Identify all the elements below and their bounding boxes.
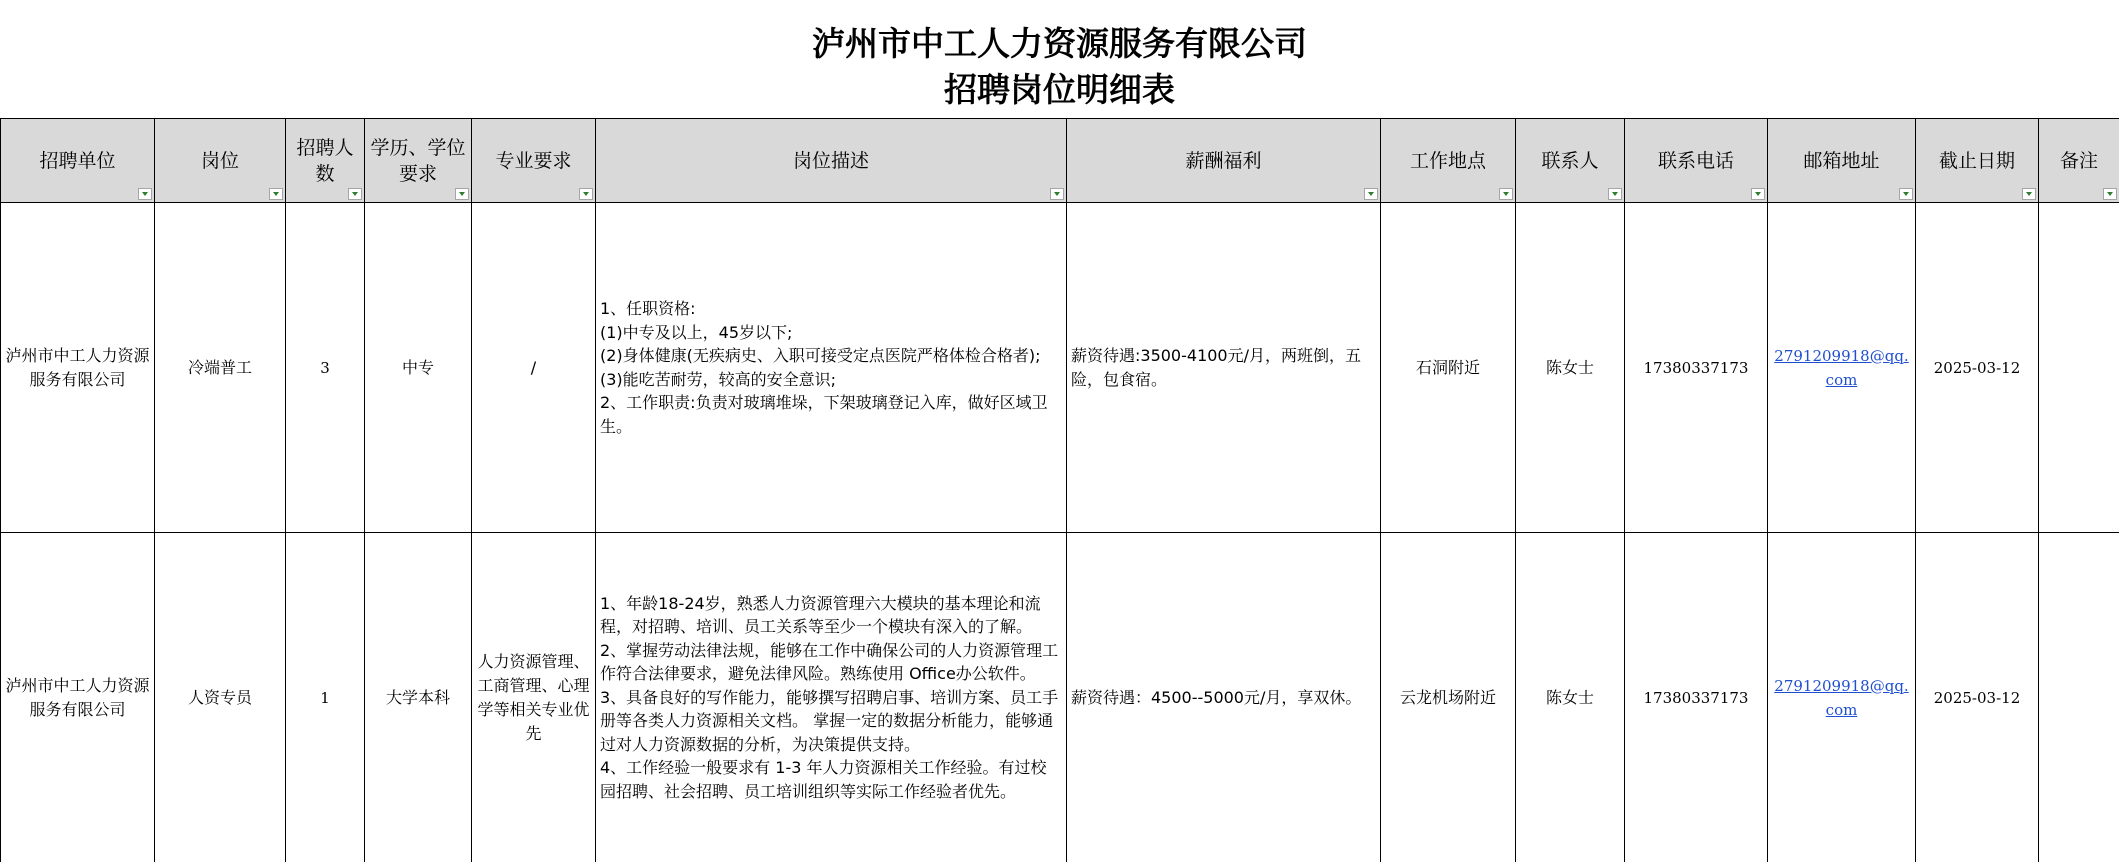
cell-email: [1768, 533, 1916, 862]
cell-unit: 泸州市中工人力资源服务有限公司: [1, 203, 155, 533]
header-salary: 薪酬福利: [1067, 119, 1381, 203]
cell-salary: 薪资待遇：4500--5000元/月，享双休。: [1067, 533, 1381, 862]
filter-dropdown-icon[interactable]: [269, 188, 283, 200]
email-link[interactable]: 2791209918@qq.com: [1774, 676, 1909, 719]
cell-education: 中专: [365, 203, 472, 533]
cell-remark: [2039, 203, 2119, 533]
table-title: 招聘岗位明细表: [944, 70, 1175, 109]
email-link[interactable]: 2791209918@qq.com: [1774, 346, 1909, 389]
filter-dropdown-icon[interactable]: [1499, 188, 1513, 200]
header-count: 招聘人数: [286, 119, 365, 203]
cell-unit: 泸州市中工人力资源服务有限公司: [1, 533, 155, 862]
header-education: 学历、学位要求: [365, 119, 472, 203]
filter-dropdown-icon[interactable]: [455, 188, 469, 200]
cell-phone: 17380337173: [1625, 203, 1768, 533]
filter-dropdown-icon[interactable]: [1364, 188, 1378, 200]
cell-deadline: 2025-03-12: [1916, 203, 2039, 533]
cell-position: 冷端普工: [155, 203, 286, 533]
cell-location: 云龙机场附近: [1381, 533, 1516, 862]
cell-deadline: 2025-03-12: [1916, 533, 2039, 862]
header-row: [1, 119, 2119, 203]
cell-email: [1768, 203, 1916, 533]
cell-description: 1、年龄18-24岁，熟悉人力资源管理六大模块的基本理论和流程，对招聘、培训、员工关系等至少一个模块有深入的了解。 2、掌握劳动法律法规，能够在工作中确保公司的人力资源管理工作符合法律要求，避免法律风险。熟练使用 Office办公软件。 3、具备良好的写作能力，能够撰写招聘启事、培训方案、员工手册等各类人力资源相关文档。 掌握一定的数据分析能力，能够通过对人力资源数据的分析，为决策提供支持。 4、工作经验一般要求有 1-3 年人力资源相关工作经验。有过校园招聘、社会招聘、员工培训组织等实际工作经验者优先。: [596, 533, 1067, 862]
filter-dropdown-icon[interactable]: [1751, 188, 1765, 200]
filter-dropdown-icon[interactable]: [1050, 188, 1064, 200]
header-remark: 备注: [2039, 119, 2119, 203]
cell-contact: 陈女士: [1516, 533, 1625, 862]
cell-education: 大学本科: [365, 533, 472, 862]
header-description: 岗位描述: [596, 119, 1067, 203]
header-email: 邮箱地址: [1768, 119, 1916, 203]
filter-dropdown-icon[interactable]: [1899, 188, 1913, 200]
cell-salary: 薪资待遇:3500-4100元/月，两班倒，五险，包食宿。: [1067, 203, 1381, 533]
cell-phone: 17380337173: [1625, 533, 1768, 862]
cell-remark: [2039, 533, 2119, 862]
cell-contact: 陈女士: [1516, 203, 1625, 533]
cell-location: 石洞附近: [1381, 203, 1516, 533]
header-location: 工作地点: [1381, 119, 1516, 203]
filter-dropdown-icon[interactable]: [1608, 188, 1622, 200]
filter-dropdown-icon[interactable]: [348, 188, 362, 200]
cell-count: 1: [286, 533, 365, 862]
recruitment-table: [0, 118, 2119, 862]
cell-position: 人资专员: [155, 533, 286, 862]
filter-dropdown-icon[interactable]: [2103, 188, 2117, 200]
table-row: [1, 203, 2119, 533]
table-row: [1, 533, 2119, 862]
filter-dropdown-icon[interactable]: [2022, 188, 2036, 200]
header-contact: 联系人: [1516, 119, 1625, 203]
header-unit: 招聘单位: [1, 119, 155, 203]
cell-major: /: [472, 203, 596, 533]
header-major: 专业要求: [472, 119, 596, 203]
sheet-title: [0, 0, 2119, 118]
filter-dropdown-icon[interactable]: [138, 188, 152, 200]
header-position: 岗位: [155, 119, 286, 203]
cell-description: 1、任职资格: (1)中专及以上，45岁以下; (2)身体健康(无疾病史、入职可接受定点医院严格体检合格者); (3)能吃苦耐劳，较高的安全意识; 2、工作职责:负责对玻璃堆垛，下架玻璃登记入库，做好区域卫生。: [596, 203, 1067, 533]
cell-count: 3: [286, 203, 365, 533]
header-phone: 联系电话: [1625, 119, 1768, 203]
header-deadline: 截止日期: [1916, 119, 2039, 203]
company-title: 泸州市中工人力资源服务有限公司: [812, 24, 1307, 63]
cell-major: 人力资源管理、工商管理、心理学等相关专业优先: [472, 533, 596, 862]
filter-dropdown-icon[interactable]: [579, 188, 593, 200]
